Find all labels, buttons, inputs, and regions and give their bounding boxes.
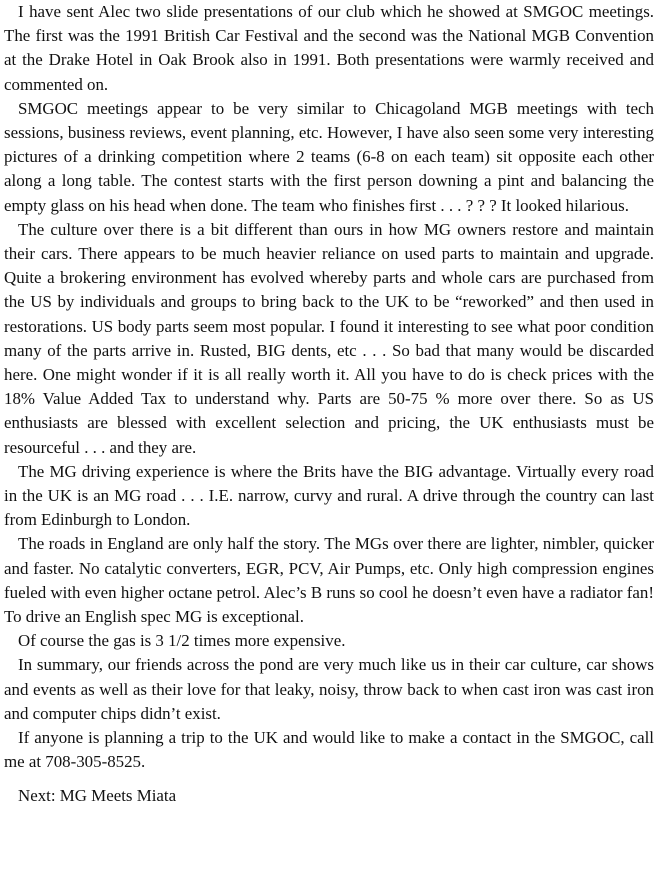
paragraph-summary: In summary, our friends across the pond are very much like us in their car culture, car shows and events as well as their love for that leaky, noisy, throw back to when cast iron was cast iron and computer chips didn’t exist. (4, 655, 654, 723)
paragraph-driving-experience: The MG driving experience is where the Brits have the BIG advantage. Virtually every road in the UK is an MG road . . . I.E. narrow, curvy and rural. A drive through the country can last from Edinburgh to London. (4, 461, 654, 530)
paragraph-car-culture: The culture over there is a bit different than ours in how MG owners restore and maintain their cars. There appears to be much heavier reliance on used parts to maintain and upgrade. Quite a brokering environment has evolved whereby parts and whole cars are purchased from the US by individuals and groups to bring back to the UK to be “reworked” and then used in restorations. US body parts seem most popular. I found it interesting to see what poor condition many of the parts arrive in. Rusted, BIG dents, etc . . . So bad that many would be discarded here. One might wonder if it is all really worth it. All you have to do is check prices with the 18% Value Added Tax to understand why. Parts are 50-75 % more over there. So as US enthusiasts are blessed with excellent selection and pricing, the UK enthusiasts must be resourceful . . . and they are. (4, 219, 654, 457)
paragraph-gas-price: Of course the gas is 3 1/2 times more expensive. (18, 631, 346, 651)
next-article-label: Next: MG Meets Miata (18, 785, 177, 805)
paragraph-slide-presentations: I have sent Alec two slide presentations of our club which he showed at SMGOC meetings. The first was the 1991 British Car Festival and the second was the National MGB Convention at the Drake Hotel in Oak Brook also in 1991. Both presentations were warmly received and commented on. (4, 2, 654, 94)
article-body (4, 0, 654, 808)
paragraph-english-roads: The roads in England are only half the story. The MGs over there are lighter, nimbler, quicker and faster. No catalytic converters, EGR, PCV, Air Pumps, etc. Only high compression engines fueled with even higher octane petrol. Alec’s B runs so cool he doesn’t even have a radiator fan! To drive an English spec MG is exceptional. (4, 534, 654, 627)
paragraph-smgoc-meetings: SMGOC meetings appear to be very similar to Chicagoland MGB meetings with tech sessions, business reviews, event planning, etc. However, I have also seen some very interesting pictures of a drinking competition where 2 teams (6-8 on each team) sit opposite each other along a long table. The contest starts with the first person downing a pint and balancing the empty glass on his head when done. The team who finishes first . . . ? ? ? It looked hilarious. (4, 98, 654, 215)
paragraph-contact: If anyone is planning a trip to the UK and would like to make a contact in the SMGOC, call me at 708-305-8525. (4, 728, 654, 772)
